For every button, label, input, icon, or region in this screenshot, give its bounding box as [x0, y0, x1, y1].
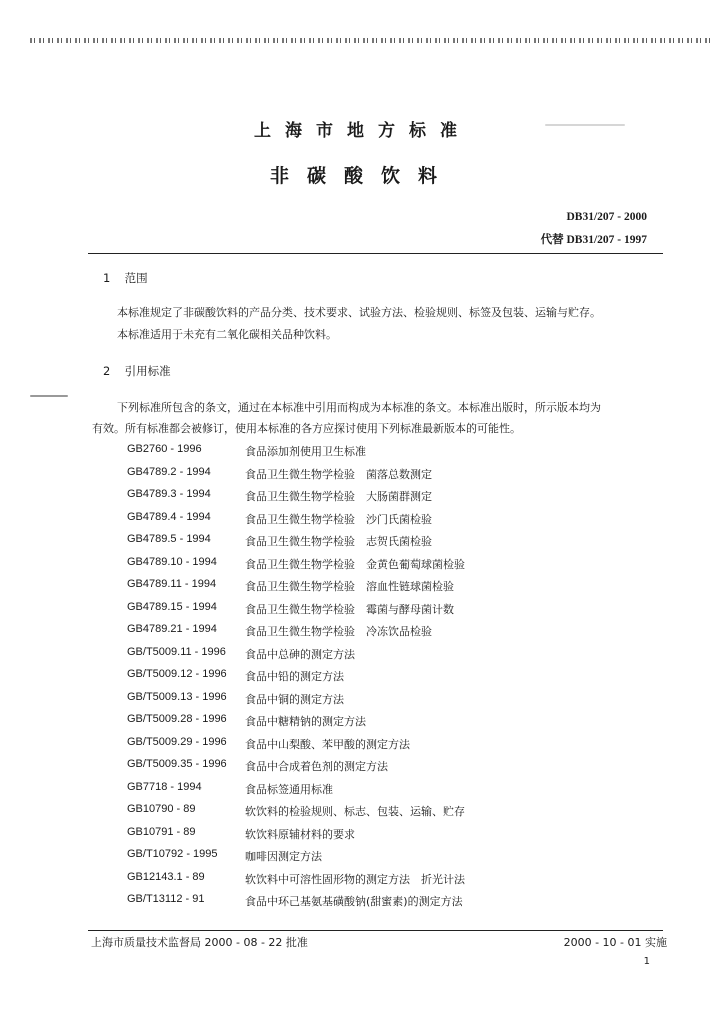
- reference-title: 食品卫生微生物学检验 沙门氏菌检验: [245, 512, 432, 526]
- reference-code: GB2760 - 1996: [127, 443, 202, 455]
- reference-title: 食品中合成着色剂的测定方法: [245, 760, 388, 773]
- reference-code: GB4789.4 - 1994: [127, 510, 211, 523]
- reference-code: GB4789.21 - 1994: [127, 623, 217, 635]
- reference-title: 食品卫生微生物学检验 霉菌与酵母菌计数: [245, 602, 454, 616]
- reference-title: 食品卫生微生物学检验 金黄色葡萄球菌检验: [245, 557, 465, 571]
- reference-title: 软饮料原辅材料的要求: [245, 827, 355, 841]
- page-number: 1: [643, 956, 650, 967]
- replaces-code: 代替 DB31/207 - 1997: [540, 234, 647, 246]
- paragraph: 下列标准所包含的条文，通过在本标准中引用而构成为本标准的条文。本标准出版时，所示版本均为: [117, 401, 601, 414]
- reference-title: 食品中山梨酸、苯甲酸的测定方法: [245, 737, 410, 751]
- section-heading-scope: [103, 270, 148, 286]
- reference-code: GB/T5009.35 - 1996: [127, 758, 227, 770]
- reference-code: GB4789.2 - 1994: [127, 465, 211, 478]
- reference-title: 食品卫生微生物学检验 菌落总数测定: [245, 467, 432, 481]
- section-number: 1: [103, 271, 111, 285]
- reference-title: 食品中环己基氨基磺酸钠(甜蜜素)的测定方法: [245, 895, 463, 908]
- paragraph: 有效。所有标准都会被修订，使用本标准的各方应探讨使用下列标准最新版本的可能性。: [92, 422, 521, 435]
- reference-code: GB10790 - 89: [127, 803, 196, 815]
- reference-code: GB/T5009.12 - 1996: [127, 668, 227, 680]
- standard-code: DB31/207 - 2000: [566, 211, 647, 223]
- reference-code: GB4789.15 - 1994: [127, 600, 217, 613]
- reference-code: GB4789.11 - 1994: [127, 578, 217, 590]
- reference-title: 食品中糖精钠的测定方法: [245, 715, 366, 728]
- reference-code: GB4789.5 - 1994: [127, 533, 211, 545]
- section-title: 范围: [124, 271, 148, 285]
- paragraph: 本标准规定了非碳酸饮料的产品分类、技术要求、试验方法、检验规则、标签及包装、运输与贮存。: [117, 306, 601, 319]
- header-divider: [88, 253, 663, 254]
- standard-title: 非碳酸饮料: [269, 165, 455, 187]
- reference-code: GB4789.3 - 1994: [127, 488, 211, 500]
- reference-title: 食品卫生微生物学检验 志贺氏菌检验: [245, 535, 432, 548]
- reference-title: 食品中总砷的测定方法: [245, 647, 355, 661]
- reference-code: GB/T5009.11 - 1996: [127, 645, 226, 658]
- reference-title: 软饮料中可溶性固形物的测定方法 折光计法: [245, 872, 465, 886]
- reference-title: 食品添加剂使用卫生标准: [245, 445, 366, 458]
- reference-title: 食品标签通用标准: [245, 782, 333, 796]
- reference-title: 软饮料的检验规则、标志、包装、运输、贮存: [245, 805, 465, 818]
- section-heading-references: [103, 363, 171, 379]
- scan-speck: [30, 395, 68, 397]
- reference-title: 食品卫生微生物学检验 冷冻饮品检验: [245, 625, 432, 638]
- reference-code: GB4789.10 - 1994: [127, 555, 217, 568]
- reference-code: GB/T10792 - 1995: [127, 848, 218, 860]
- reference-code: GB10791 - 89: [127, 825, 196, 838]
- reference-code: GB/T5009.29 - 1996: [127, 735, 227, 748]
- reference-code: GB12143.1 - 89: [127, 870, 205, 883]
- issued-date: 上海市质量技术监督局 2000 - 08 - 22 批准: [91, 936, 308, 949]
- reference-title: 食品中铅的测定方法: [245, 670, 344, 683]
- reference-code: GB/T5009.28 - 1996: [127, 713, 227, 725]
- reference-code: GB/T5009.13 - 1996: [127, 690, 227, 703]
- section-number: 2: [103, 364, 111, 378]
- reference-title: 食品卫生微生物学检验 大肠菌群测定: [245, 490, 432, 503]
- paragraph: 本标准适用于未充有二氧化碳相关品种饮料。: [117, 328, 337, 341]
- effective-date: 2000 - 10 - 01 实施: [563, 936, 667, 949]
- reference-code: GB/T13112 - 91: [127, 893, 205, 905]
- reference-code: GB7718 - 1994: [127, 780, 202, 793]
- section-title: 引用标准: [124, 364, 171, 378]
- scan-edge-artifact: [30, 38, 710, 43]
- reference-title: 食品卫生微生物学检验 溶血性链球菌检验: [245, 580, 454, 593]
- reference-title: 食品中铜的测定方法: [245, 692, 344, 706]
- reference-title: 咖啡因测定方法: [245, 850, 322, 863]
- footer-divider: [88, 930, 663, 931]
- standard-authority: 上海市地方标准: [254, 121, 471, 141]
